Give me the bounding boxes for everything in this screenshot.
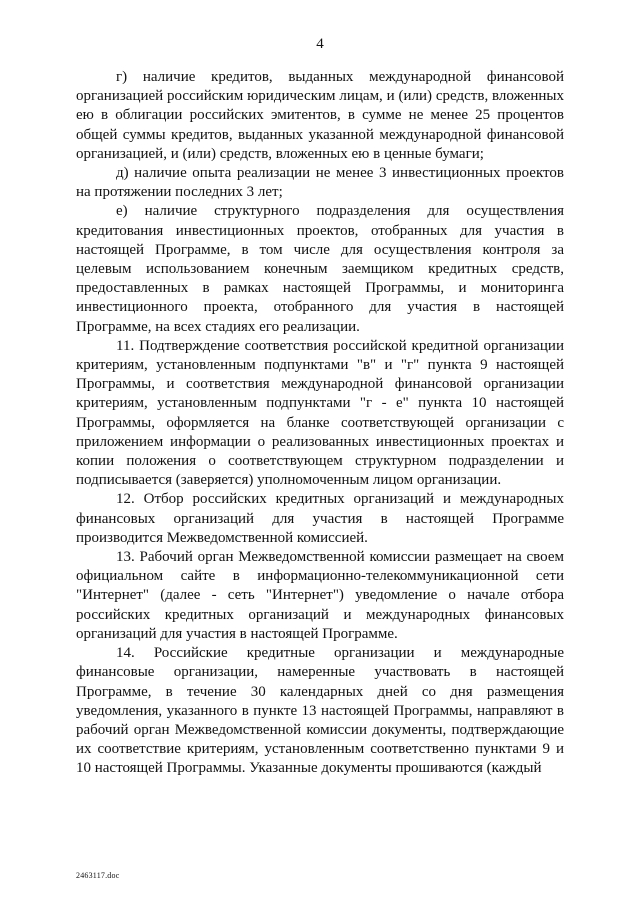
paragraph-14: 14. Российские кредитные организации и международные финансовые организации, намеренные участвовать в настоящей Программе, в течение 30 календарных дней со дня размещения уведомления, указанного в пункте 13 настоящей Программы, направляют в рабочий орган Межведомственной комиссии документы, подтверждающие их соответствие критериям, установленным соответственно пунктами 9 и 10 настоящей Программы. Указанные документы прошиваются (каждый: [76, 645, 564, 777]
paragraph-10-g: г) наличие кредитов, выданных международной финансовой организацией российским юридическим лицам, и (или) средств, вложенных ею в облигации российских эмитентов, в сумме не менее 25 процентов общей суммы кредитов, выданных указанной международной финансовой организацией, и (или) средств, вложенных ею в ценные бумаги;: [76, 69, 564, 162]
page-number: 4: [316, 36, 324, 52]
paragraph-10-e: е) наличие структурного подразделения для осуществления кредитования инвестиционных проектов, отобранных для участия в настоящей Программе, в том числе для осуществления контроля за целевым использованием конечным заемщиком кредитных средств, предоставленных в рамках настоящей Программы, и мониторинга инвестиционного проекта, отобранного для участия в настоящей Программе, на всех стадиях его реализации.: [76, 203, 564, 335]
paragraph-11: 11. Подтверждение соответствия российской кредитной организации критериям, установленным подпунктами "в" и "г" пункта 9 настоящей Программы, и соответствия международной финансовой организации критериям, установленным подпунктами "г - е" пункта 10 настоящей Программы, оформляется на бланке соответствующей организации с приложением информации о реализованных инвестиционных проектах и копии положения о соответствующем структурном подразделении и подписывается (заверяется) уполномоченным лицом организации.: [76, 337, 564, 489]
paragraph-10-d: д) наличие опыта реализации не менее 3 инвестиционных проектов на протяжении последних 3 лет;: [76, 165, 564, 201]
document-body: [76, 68, 564, 779]
paragraph-13: 13. Рабочий орган Межведомственной комиссии размещает на своем официальном сайте в информационно-телекоммуникационной сети "Интернет" (далее - сеть "Интернет") уведомление о начале отбора российских кредитных организаций и международных финансовых организаций для участия в настоящей Программе.: [76, 549, 564, 642]
paragraph-12: 12. Отбор российских кредитных организаций и международных финансовых организаций для участия в настоящей Программе производится Межведомственной комиссией.: [76, 491, 564, 546]
footer-filename: 2463117.doc: [76, 871, 120, 880]
